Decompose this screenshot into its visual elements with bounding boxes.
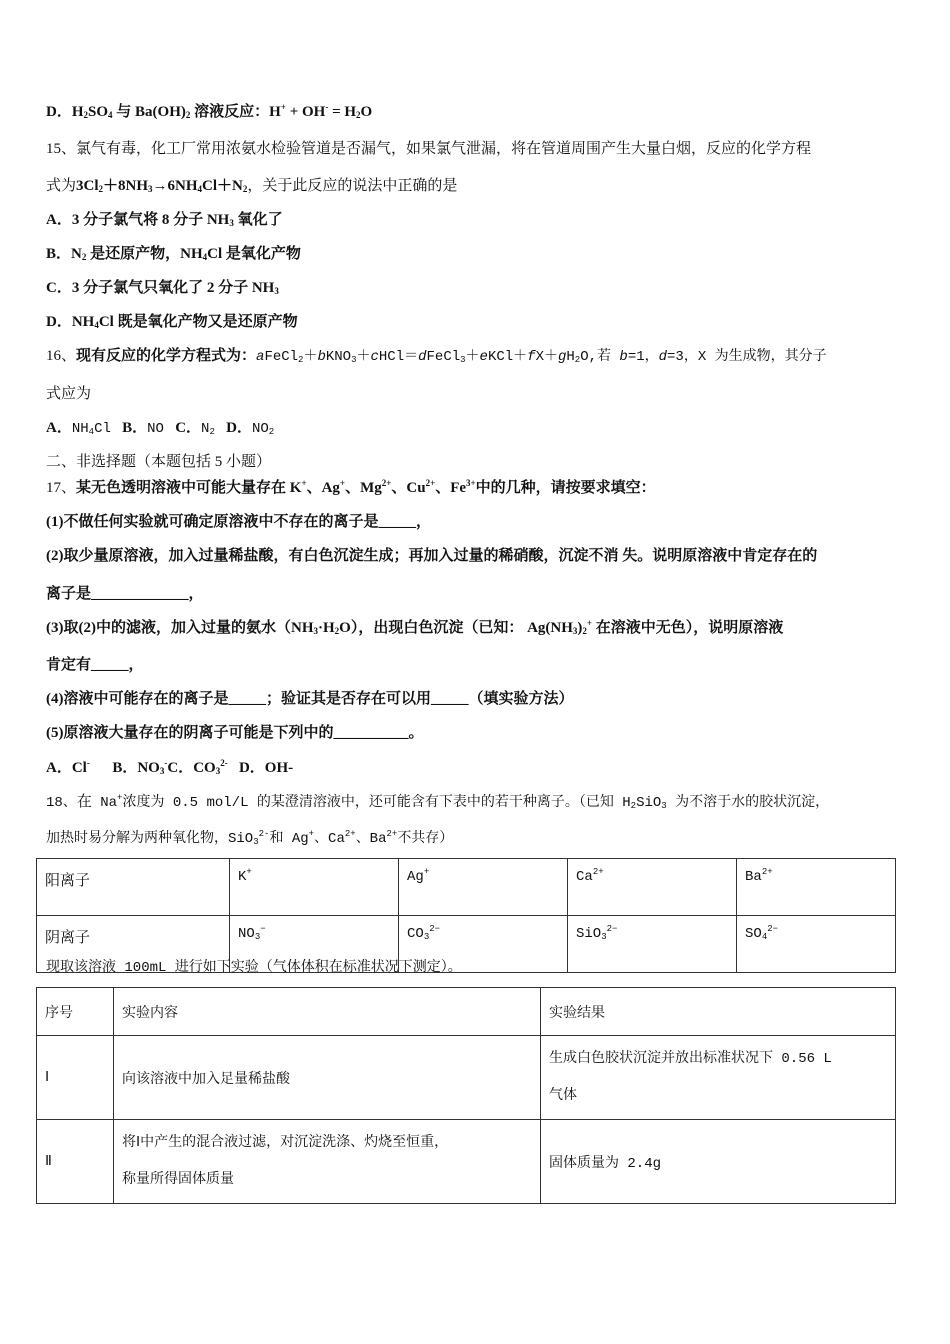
part-label: (5) — [46, 725, 64, 741]
q17-part3-line1: (3)取(2)中的滤液，加入过量的氨水$(NH_3\cdot H_2O)$，出现白色沉淀（已知： $Ag(NH_3)_2^+$ 在溶液中无色），说明原溶液 — [46, 618, 784, 636]
q17-part3-line2: 肯定有_____， — [46, 657, 144, 673]
option-a-text: $NH_4Cl$ — [71, 421, 111, 437]
q17-part2-line1 — [46, 546, 817, 566]
q16-stem-line2 — [46, 384, 91, 404]
question-number: 17、 — [46, 480, 77, 496]
question-number: 15、 — [46, 141, 77, 157]
q18-stem-line2: 加热时易分解为两种氧化物，SiO$_3^{2-}$和 Ag+、$Ca^{2+}$、$Ba^{2+}$不共存） — [46, 829, 454, 847]
q15-option-c: C．3 分子氯气只氧化了 2 分子 $NH_3$ — [46, 280, 279, 296]
option-label: D． — [46, 104, 72, 120]
part-text: 溶液中可能存在的离子是_____；验证其是否存在可以用_____（填实验方法） — [63, 691, 574, 707]
option-label: C． — [175, 420, 202, 436]
q17-part4 — [46, 689, 574, 709]
q17-options: A．Cl- B．$NO_3^-C$．$CO_3^{2-}$ D．OH- — [46, 758, 294, 776]
option-label: D． — [226, 420, 252, 436]
question-number: 16、 — [46, 348, 77, 364]
q16-stem-line1 — [46, 346, 827, 367]
table-cell: K+ — [230, 859, 399, 916]
table-header-row — [37, 988, 896, 1036]
option-label: B． — [46, 246, 72, 262]
table-cell: Ⅱ — [37, 1120, 114, 1204]
option-label: A． — [46, 212, 72, 228]
part-text: 不做任何实验就可确定原溶液中不存在的离子是_____， — [63, 514, 432, 530]
q17-stem: 17、某无色透明溶液中可能大量存在 K+、Ag+、$Mg^{2+}$、$Cu^{2+}$、$Fe^{3+}$中的几种，请按要求填空： — [46, 478, 656, 496]
part-text: 取少量原溶液，加入过量稀盐酸，有白色沉淀生成；再加入过量的稀硝酸，沉淀不消 失。说明原溶液中肯定存在的 — [63, 548, 818, 564]
table-row-cations — [37, 859, 896, 916]
option-d-text: $NO_2$ — [251, 421, 275, 437]
table-cell: $CO_3^{2-}$ — [399, 916, 568, 973]
option-label: A． — [46, 420, 72, 436]
row-header: 阳离子 — [37, 859, 230, 916]
table-cell: $NO_3^-$ — [230, 916, 399, 973]
q18-intro: 现取该溶液 100mL 进行如下实验（气体体积在标准状况下测定）。 — [46, 960, 462, 976]
part-label: (2) — [46, 548, 64, 564]
q15-option-d: D．$NH_4Cl$ 既是氧化产物又是还原产物 — [46, 314, 298, 330]
column-header: 序号 — [37, 988, 114, 1036]
option-label: B． — [122, 420, 148, 436]
question-text: 现有反应的化学方程式为： — [76, 348, 257, 364]
table-cell — [541, 1036, 896, 1120]
table-row — [37, 1036, 896, 1120]
q17-part1 — [46, 512, 431, 532]
equation: $3Cl_2+8NH_3\to 6NH_4Cl+N_2$ — [76, 178, 248, 194]
q17-part5 — [46, 723, 424, 743]
table-cell: $SO_4^{2-}$ — [737, 916, 896, 973]
q16-options — [46, 418, 274, 439]
q15-stem-line2 — [46, 176, 457, 196]
section-heading: 二、非选择题（本题包括 5 小题） — [46, 454, 272, 470]
question-text: 式应为 — [46, 386, 92, 402]
q14-option-d: D．$H_2SO_4$ 与 $Ba(OH)_2$ 溶液反应：$H^+ + OH^- = H_2O$ — [46, 102, 373, 120]
option-label: D． — [46, 314, 72, 330]
ion-table — [36, 858, 896, 973]
part-label: (1) — [46, 514, 64, 530]
option-label: C． — [46, 280, 72, 296]
equation: $aFeCl_2+bKNO_3+cHCl=dFeCl_3+eKCl+fX+gH_2O$ — [256, 349, 589, 365]
option-b-text: NO — [147, 421, 164, 437]
condition: ,若 b=1，d=3，X 为生成物，其分子 — [588, 349, 827, 365]
experiment-table — [36, 987, 896, 1204]
table-cell: SiO$_3^{2-}$ — [568, 916, 737, 973]
table-cell: 向该溶液中加入足量稀盐酸 — [114, 1036, 541, 1120]
option-c-text: $N_2$ — [201, 421, 215, 437]
question-text: 氯气有毒，化工厂常用浓氨水检验管道是否漏气，如果氯气泄漏，将在管道周围产生大量白烟，反应的化学方程 — [76, 141, 812, 157]
question-text: 式为 — [46, 178, 77, 194]
table-cell: Ⅰ — [37, 1036, 114, 1120]
table-cell: 固体质量为 2.4g — [541, 1120, 896, 1204]
q17-part2-line2: 离子是_____________， — [46, 586, 204, 602]
table-cell: $Ca^{2+}$ — [568, 859, 737, 916]
q18-stem-line1: 18、在 Na+浓度为 0.5 mol/L 的某澄清溶液中，还可能含有下表中的若干种离子。（已知 $H_2SiO_3$ 为不溶于水的胶状沉淀， — [46, 793, 830, 811]
part-label: (4) — [46, 691, 64, 707]
q15-stem-line1 — [46, 139, 811, 159]
question-text: ，关于此反应的说法中正确的是 — [247, 178, 458, 194]
cell-line: 称量所得固体质量 — [122, 1171, 234, 1188]
q15-option-a: A．3 分子氯气将 8 分子 $NH_3$ 氧化了 — [46, 212, 283, 228]
table-row — [37, 1120, 896, 1204]
q15-option-b: B．$N_2$ 是还原产物，$NH_4Cl$ 是氧化产物 — [46, 246, 301, 262]
cell-line: 将Ⅰ中产生的混合液过滤，对沉淀洗涤、灼烧至恒重， — [122, 1134, 449, 1151]
cell-line: 气体 — [549, 1087, 577, 1104]
table-cell: Ag+ — [399, 859, 568, 916]
row-header: 阴离子 — [37, 916, 230, 973]
table-cell: $Ba^{2+}$ — [737, 859, 896, 916]
table-cell — [114, 1120, 541, 1204]
cell-line: 生成白色胶状沉淀并放出标准状况下 0.56 L — [549, 1050, 832, 1067]
column-header: 实验内容 — [114, 988, 541, 1036]
column-header: 实验结果 — [541, 988, 896, 1036]
part-text: 原溶液大量存在的阴离子可能是下列中的__________。 — [63, 725, 424, 741]
